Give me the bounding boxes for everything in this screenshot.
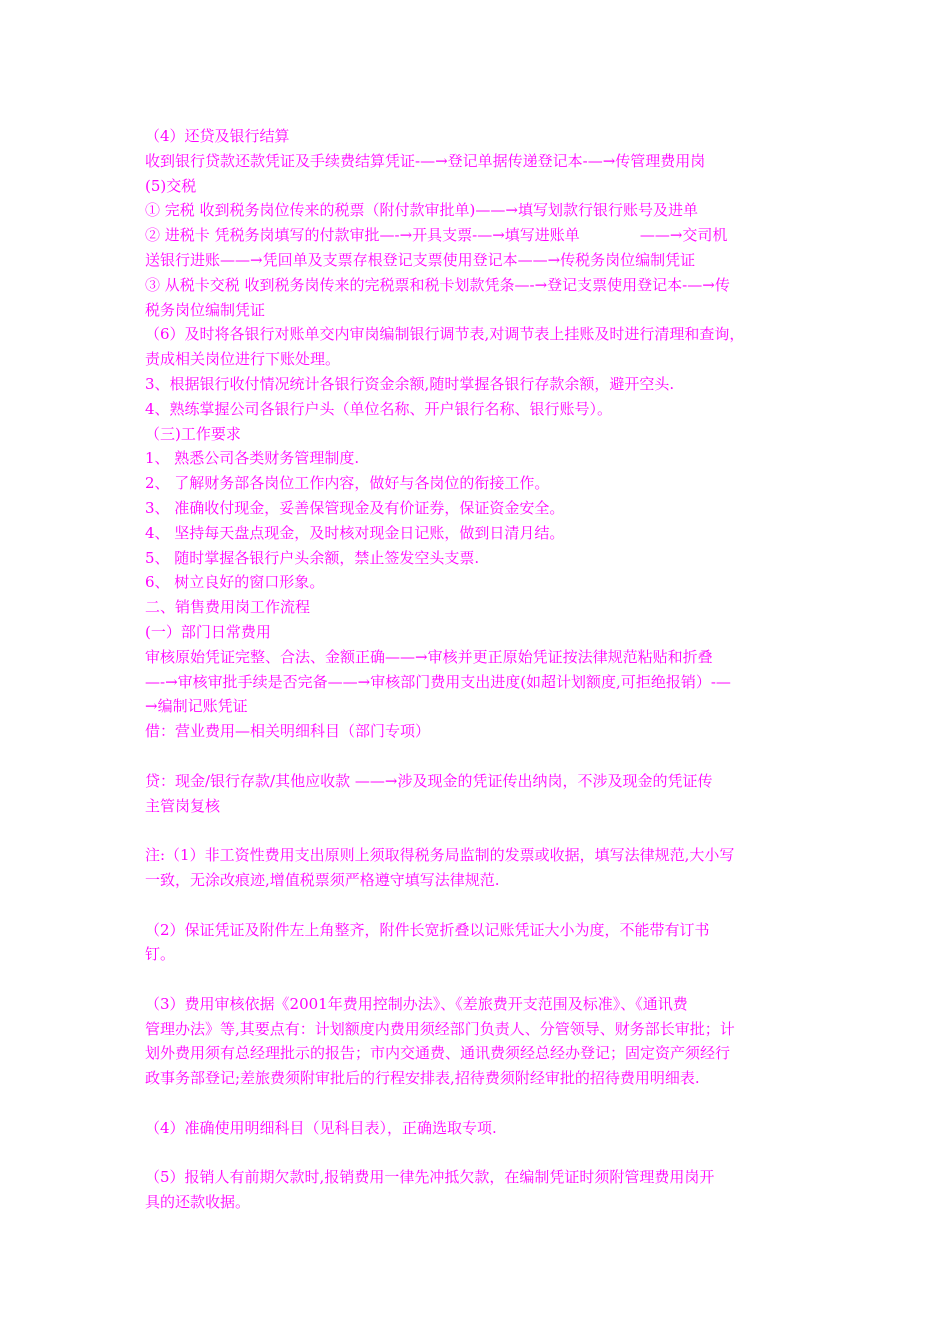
blank-line bbox=[145, 893, 815, 918]
blank-line bbox=[145, 744, 815, 769]
text-line: 4、 坚持每天盘点现金，及时核对现金日记账，做到日清月结。 bbox=[145, 523, 565, 542]
text-line: 3、根据银行收付情况统计各银行资金余额,随时掌握各银行存款余额，避开空头. bbox=[145, 374, 675, 393]
text-line: （三)工作要求 bbox=[145, 424, 241, 443]
text-line: 主管岗复核 bbox=[145, 796, 221, 815]
text-line: 二、销售费用岗工作流程 bbox=[145, 598, 311, 617]
blank-line bbox=[145, 967, 815, 992]
text-line: 注:（1）非工资性费用支出原则上须取得税务局监制的发票或收据，填写法律规范,大小写 bbox=[145, 846, 735, 865]
text-line: 5、 随时掌握各银行户头余额，禁止签发空头支票. bbox=[145, 548, 480, 567]
text-line: 具的还款收据。 bbox=[145, 1193, 251, 1212]
text-line: 贷：现金/银行存款/其他应收款 ——→涉及现金的凭证传出纳岗，不涉及现金的凭证传 bbox=[145, 771, 713, 790]
text-line: 税务岗位编制凭证 bbox=[145, 300, 266, 319]
text-line: 1、 熟悉公司各类财务管理制度. bbox=[145, 449, 360, 468]
text-line: 收到银行贷款还款凭证及手续费结算凭证-—→登记单据传递登记本-—→传管理费用岗 bbox=[145, 151, 706, 170]
text-line: —-→审核审批手续是否完备——→审核部门费用支出进度(如超计划额度,可拒绝报销）-— bbox=[145, 672, 731, 691]
text-line: 管理办法》等,其要点有：计划额度内费用须经部门负责人、分管领导、财务部长审批；计 bbox=[145, 1019, 735, 1038]
blank-line bbox=[145, 818, 815, 843]
text-line: (一）部门日常费用 bbox=[145, 622, 271, 641]
text-line: ② 进税卡 凭税务岗填写的付款审批—-→开具支票-—→填写进账单 ——→交司机 bbox=[145, 226, 728, 245]
text-line: 3、 准确收付现金，妥善保管现金及有价证券，保证资金安全。 bbox=[145, 498, 565, 517]
blank-line bbox=[145, 1091, 815, 1116]
text-line: 划外费用须有总经理批示的报告；市内交通费、通讯费须经总经办登记；固定资产须经行 bbox=[145, 1044, 731, 1063]
text-line: 政事务部登记;差旅费须附审批后的行程安排表,招待费须附经审批的招待费用明细表. bbox=[145, 1069, 700, 1088]
text-line: 审核原始凭证完整、合法、金额正确——→审核并更正原始凭证按法律规范粘贴和折叠 bbox=[145, 647, 713, 666]
text-line: （4）准确使用明细科目（见科目表），正确选取专项. bbox=[145, 1118, 497, 1137]
text-line: →编制记账凭证 bbox=[145, 697, 248, 716]
text-line: 责成相关岗位进行下账处理。 bbox=[145, 350, 341, 369]
text-line: （4）还贷及银行结算 bbox=[145, 127, 290, 145]
text-line: 6、 树立良好的窗口形象。 bbox=[145, 573, 325, 592]
text-line: （6）及时将各银行对账单交内审岗编制银行调节表,对调节表上挂账及时进行清理和查询， bbox=[145, 325, 745, 344]
text-line: （3）费用审核依据《2001年费用控制办法》、《差旅费开支范围及标准》、《通讯费 bbox=[145, 994, 688, 1013]
text-line: (5)交税 bbox=[145, 176, 197, 195]
text-line: （2）保证凭证及附件左上角整齐，附件长宽折叠以记账凭证大小为度，不能带有订书 bbox=[145, 920, 710, 939]
blank-line bbox=[145, 1141, 815, 1166]
text-line: 借：营业费用—相关明细科目（部门专项） bbox=[145, 722, 431, 741]
text-line: 送银行进账——→凭回单及支票存根登记支票使用登记本——→传税务岗位编制凭证 bbox=[145, 250, 696, 269]
text-line: 4、熟练掌握公司各银行户头（单位名称、开户银行名称、银行账号）。 bbox=[145, 399, 613, 418]
text-line: 钉。 bbox=[145, 945, 176, 964]
text-line: 2、 了解财务部各岗位工作内容，做好与各岗位的衔接工作。 bbox=[145, 474, 550, 493]
text-line: ① 完税 收到税务岗位传来的税票（附付款审批单)——→填写划款行银行账号及进单 bbox=[145, 201, 698, 220]
text-line: （5）报销人有前期欠款时,报销费用一律先冲抵欠款，在编制凭证时须附管理费用岗开 bbox=[145, 1168, 715, 1187]
document-body bbox=[145, 124, 815, 1215]
text-line: ③ 从税卡交税 收到税务岗传来的完税票和税卡划款凭条—-→登记支票使用登记本-—→传 bbox=[145, 275, 730, 294]
text-line: 一致，无涂改痕迹,增值税票须严格遵守填写法律规范. bbox=[145, 870, 500, 889]
